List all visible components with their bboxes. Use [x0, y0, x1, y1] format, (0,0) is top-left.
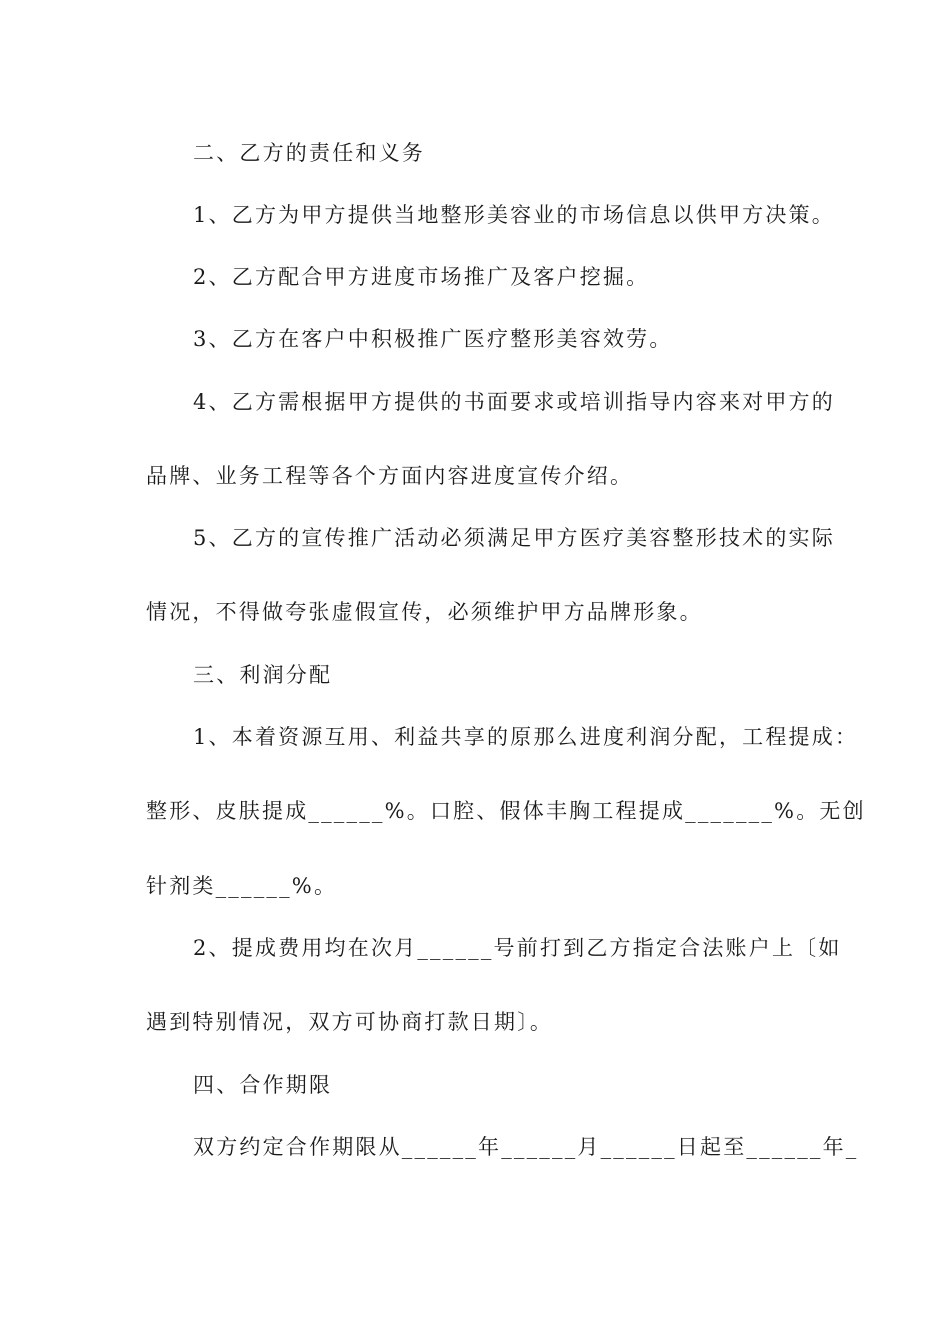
- clause-c-2-line-2: 遇到特别情况，双方可协商打款日期〕。: [146, 1010, 554, 1034]
- clause-c-1-line-1: 1、本着资源互用、利益共享的原那么进度利润分配，工程提成：: [193, 725, 859, 749]
- clause-c-1-line-2: 整形、皮肤提成______%。口腔、假体丰胸工程提成_______%。无创: [146, 799, 866, 823]
- clause-d-1-line-1: 双方约定合作期限从______年______月______日起至______年_: [193, 1135, 859, 1159]
- clause-b-3: 3、乙方在客户中积极推广医疗整形美容效劳。: [193, 327, 673, 351]
- clause-b-2: 2、乙方配合甲方进度市场推广及客户挖掘。: [193, 265, 650, 289]
- clause-b-1: 1、乙方为甲方提供当地整形美容业的市场信息以供甲方决策。: [193, 203, 835, 227]
- section-heading-party-b-duties: 二、乙方的责任和义务: [193, 141, 425, 165]
- section-heading-cooperation-term: 四、合作期限: [193, 1073, 333, 1097]
- clause-c-2-line-1: 2、提成费用均在次月______号前打到乙方指定合法账户上〔如: [193, 936, 842, 960]
- clause-b-5-line-1: 5、乙方的宣传推广活动必须满足甲方医疗美容整形技术的实际: [193, 526, 835, 550]
- clause-c-1-line-3: 针剂类______%。: [146, 874, 338, 898]
- clause-b-5-line-2: 情况，不得做夸张虚假宣传，必须维护甲方品牌形象。: [146, 600, 703, 624]
- section-heading-profit-distribution: 三、利润分配: [193, 663, 333, 687]
- clause-b-4-line-2: 品牌、业务工程等各个方面内容进度宣传介绍。: [146, 464, 634, 488]
- clause-b-4-line-1: 4、乙方需根据甲方提供的书面要求或培训指导内容来对甲方的: [193, 390, 835, 414]
